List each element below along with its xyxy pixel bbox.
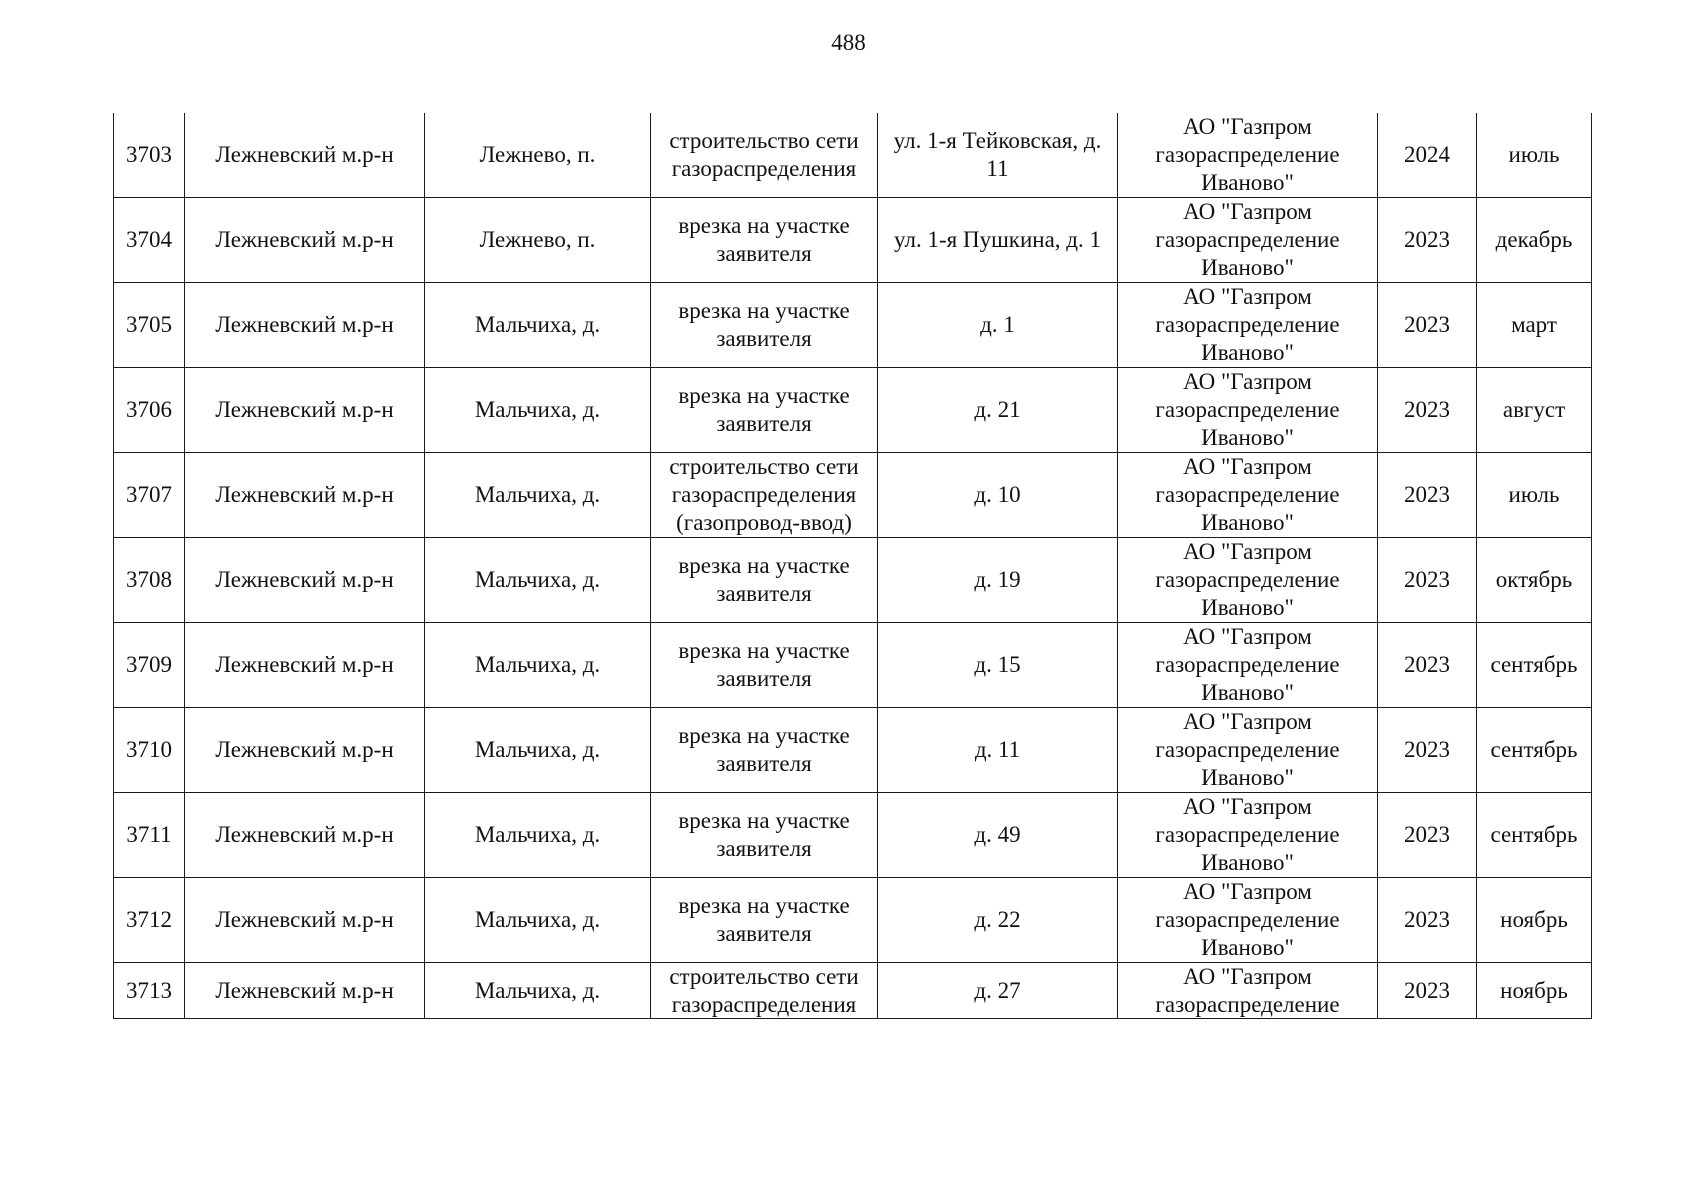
- cell-month: август: [1477, 368, 1592, 453]
- cell-organization: АО "Газпром газораспределение Иваново": [1118, 793, 1378, 878]
- cell-month: сентябрь: [1477, 623, 1592, 708]
- cell-work-type: врезка на участке заявителя: [651, 878, 878, 963]
- table-row: [114, 708, 1592, 793]
- cell-work-type: врезка на участке заявителя: [651, 538, 878, 623]
- cell-locality: Мальчиха, д.: [425, 368, 651, 453]
- cell-district: Лежневский м.р-н: [185, 793, 425, 878]
- cell-district: Лежневский м.р-н: [185, 283, 425, 368]
- cell-work-type: [651, 963, 878, 1019]
- cell-locality: Мальчиха, д.: [425, 793, 651, 878]
- table-row: [114, 963, 1592, 1019]
- cell-address: д. 15: [878, 623, 1118, 708]
- cell-month: ноябрь: [1477, 878, 1592, 963]
- cell-district: Лежневский м.р-н: [185, 368, 425, 453]
- cell-month: октябрь: [1477, 538, 1592, 623]
- table-row: [114, 538, 1592, 623]
- cell-month: сентябрь: [1477, 708, 1592, 793]
- cell-locality: Мальчиха, д.: [425, 453, 651, 538]
- cell-year: 2023: [1378, 708, 1477, 793]
- cell-number: 3703: [114, 113, 185, 198]
- cell-number: 3710: [114, 708, 185, 793]
- cell-locality: Мальчиха, д.: [425, 878, 651, 963]
- cell-organization: АО "Газпром газораспределение Иваново": [1118, 623, 1378, 708]
- cell-number: 3706: [114, 368, 185, 453]
- cell-year: 2023: [1378, 963, 1477, 1019]
- cell-year: 2023: [1378, 538, 1477, 623]
- cell-number: 3713: [114, 963, 185, 1019]
- cell-organization: АО "Газпром газораспределение Иваново": [1118, 538, 1378, 623]
- cell-work-type: врезка на участке заявителя: [651, 198, 878, 283]
- cell-month: ноябрь: [1477, 963, 1592, 1019]
- cell-locality: Мальчиха, д.: [425, 963, 651, 1019]
- cell-number: 3705: [114, 283, 185, 368]
- cell-address: ул. 1-я Тейковская, д. 11: [878, 113, 1118, 198]
- cell-organization: [1118, 963, 1378, 1019]
- cell-district: Лежневский м.р-н: [185, 708, 425, 793]
- cell-address: д. 10: [878, 453, 1118, 538]
- cell-address: д. 22: [878, 878, 1118, 963]
- cell-address: д. 21: [878, 368, 1118, 453]
- cell-organization: АО "Газпром газораспределение Иваново": [1118, 708, 1378, 793]
- cell-work-type: строительство сети газораспределения (газопровод-ввод): [651, 453, 878, 538]
- cell-organization: АО "Газпром газораспределение Иваново": [1118, 283, 1378, 368]
- cell-month: декабрь: [1477, 198, 1592, 283]
- cell-address: д. 11: [878, 708, 1118, 793]
- cell-year: 2023: [1378, 198, 1477, 283]
- cell-year: 2024: [1378, 113, 1477, 198]
- cell-number: 3712: [114, 878, 185, 963]
- cell-organization: АО "Газпром газораспределение Иваново": [1118, 198, 1378, 283]
- cell-district: Лежневский м.р-н: [185, 878, 425, 963]
- cell-month: сентябрь: [1477, 793, 1592, 878]
- table-row: [114, 283, 1592, 368]
- cell-number: 3708: [114, 538, 185, 623]
- cell-district: Лежневский м.р-н: [185, 963, 425, 1019]
- table-row: [114, 113, 1592, 198]
- table-row: [114, 878, 1592, 963]
- cell-work-type: врезка на участке заявителя: [651, 793, 878, 878]
- cell-year: 2023: [1378, 623, 1477, 708]
- cell-locality: Лежнево, п.: [425, 198, 651, 283]
- cell-work-type: строительство сети газораспределения: [651, 113, 878, 198]
- cell-district: Лежневский м.р-н: [185, 198, 425, 283]
- cell-number: 3711: [114, 793, 185, 878]
- cell-number: 3709: [114, 623, 185, 708]
- cell-district: Лежневский м.р-н: [185, 538, 425, 623]
- table-row: [114, 368, 1592, 453]
- cell-year: 2023: [1378, 283, 1477, 368]
- cell-work-type: врезка на участке заявителя: [651, 708, 878, 793]
- cell-year: 2023: [1378, 368, 1477, 453]
- cell-month: июль: [1477, 453, 1592, 538]
- table-row: [114, 453, 1592, 538]
- cell-year: 2023: [1378, 793, 1477, 878]
- cell-work-type-text: строительство сети газораспределения: [669, 964, 859, 1017]
- page-number: 488: [831, 30, 866, 55]
- cell-organization: АО "Газпром газораспределение Иваново": [1118, 878, 1378, 963]
- cell-address: д. 27: [878, 963, 1118, 1019]
- cell-locality: Мальчиха, д.: [425, 538, 651, 623]
- cell-month: июль: [1477, 113, 1592, 198]
- cell-address: д. 49: [878, 793, 1118, 878]
- gas-connection-table: [113, 113, 1592, 1019]
- cell-year: 2023: [1378, 878, 1477, 963]
- cell-locality: Мальчиха, д.: [425, 283, 651, 368]
- table-row: [114, 793, 1592, 878]
- cell-address: ул. 1-я Пушкина, д. 1: [878, 198, 1118, 283]
- cell-organization: АО "Газпром газораспределение Иваново": [1118, 113, 1378, 198]
- cell-organization: АО "Газпром газораспределение Иваново": [1118, 368, 1378, 453]
- cell-month: март: [1477, 283, 1592, 368]
- cell-work-type: врезка на участке заявителя: [651, 623, 878, 708]
- cell-organization: АО "Газпром газораспределение Иваново": [1118, 453, 1378, 538]
- cell-work-type: врезка на участке заявителя: [651, 368, 878, 453]
- cell-address: д. 1: [878, 283, 1118, 368]
- cell-locality: Мальчиха, д.: [425, 623, 651, 708]
- cell-work-type: врезка на участке заявителя: [651, 283, 878, 368]
- cell-number: 3704: [114, 198, 185, 283]
- cell-district: Лежневский м.р-н: [185, 453, 425, 538]
- cell-organization-text: АО "Газпром газораспределение: [1155, 964, 1340, 1017]
- cell-district: Лежневский м.р-н: [185, 623, 425, 708]
- table-row: [114, 198, 1592, 283]
- cell-locality: Лежнево, п.: [425, 113, 651, 198]
- cell-number: 3707: [114, 453, 185, 538]
- cell-locality: Мальчиха, д.: [425, 708, 651, 793]
- table-row: [114, 623, 1592, 708]
- cell-address: д. 19: [878, 538, 1118, 623]
- cell-year: 2023: [1378, 453, 1477, 538]
- cell-district: Лежневский м.р-н: [185, 113, 425, 198]
